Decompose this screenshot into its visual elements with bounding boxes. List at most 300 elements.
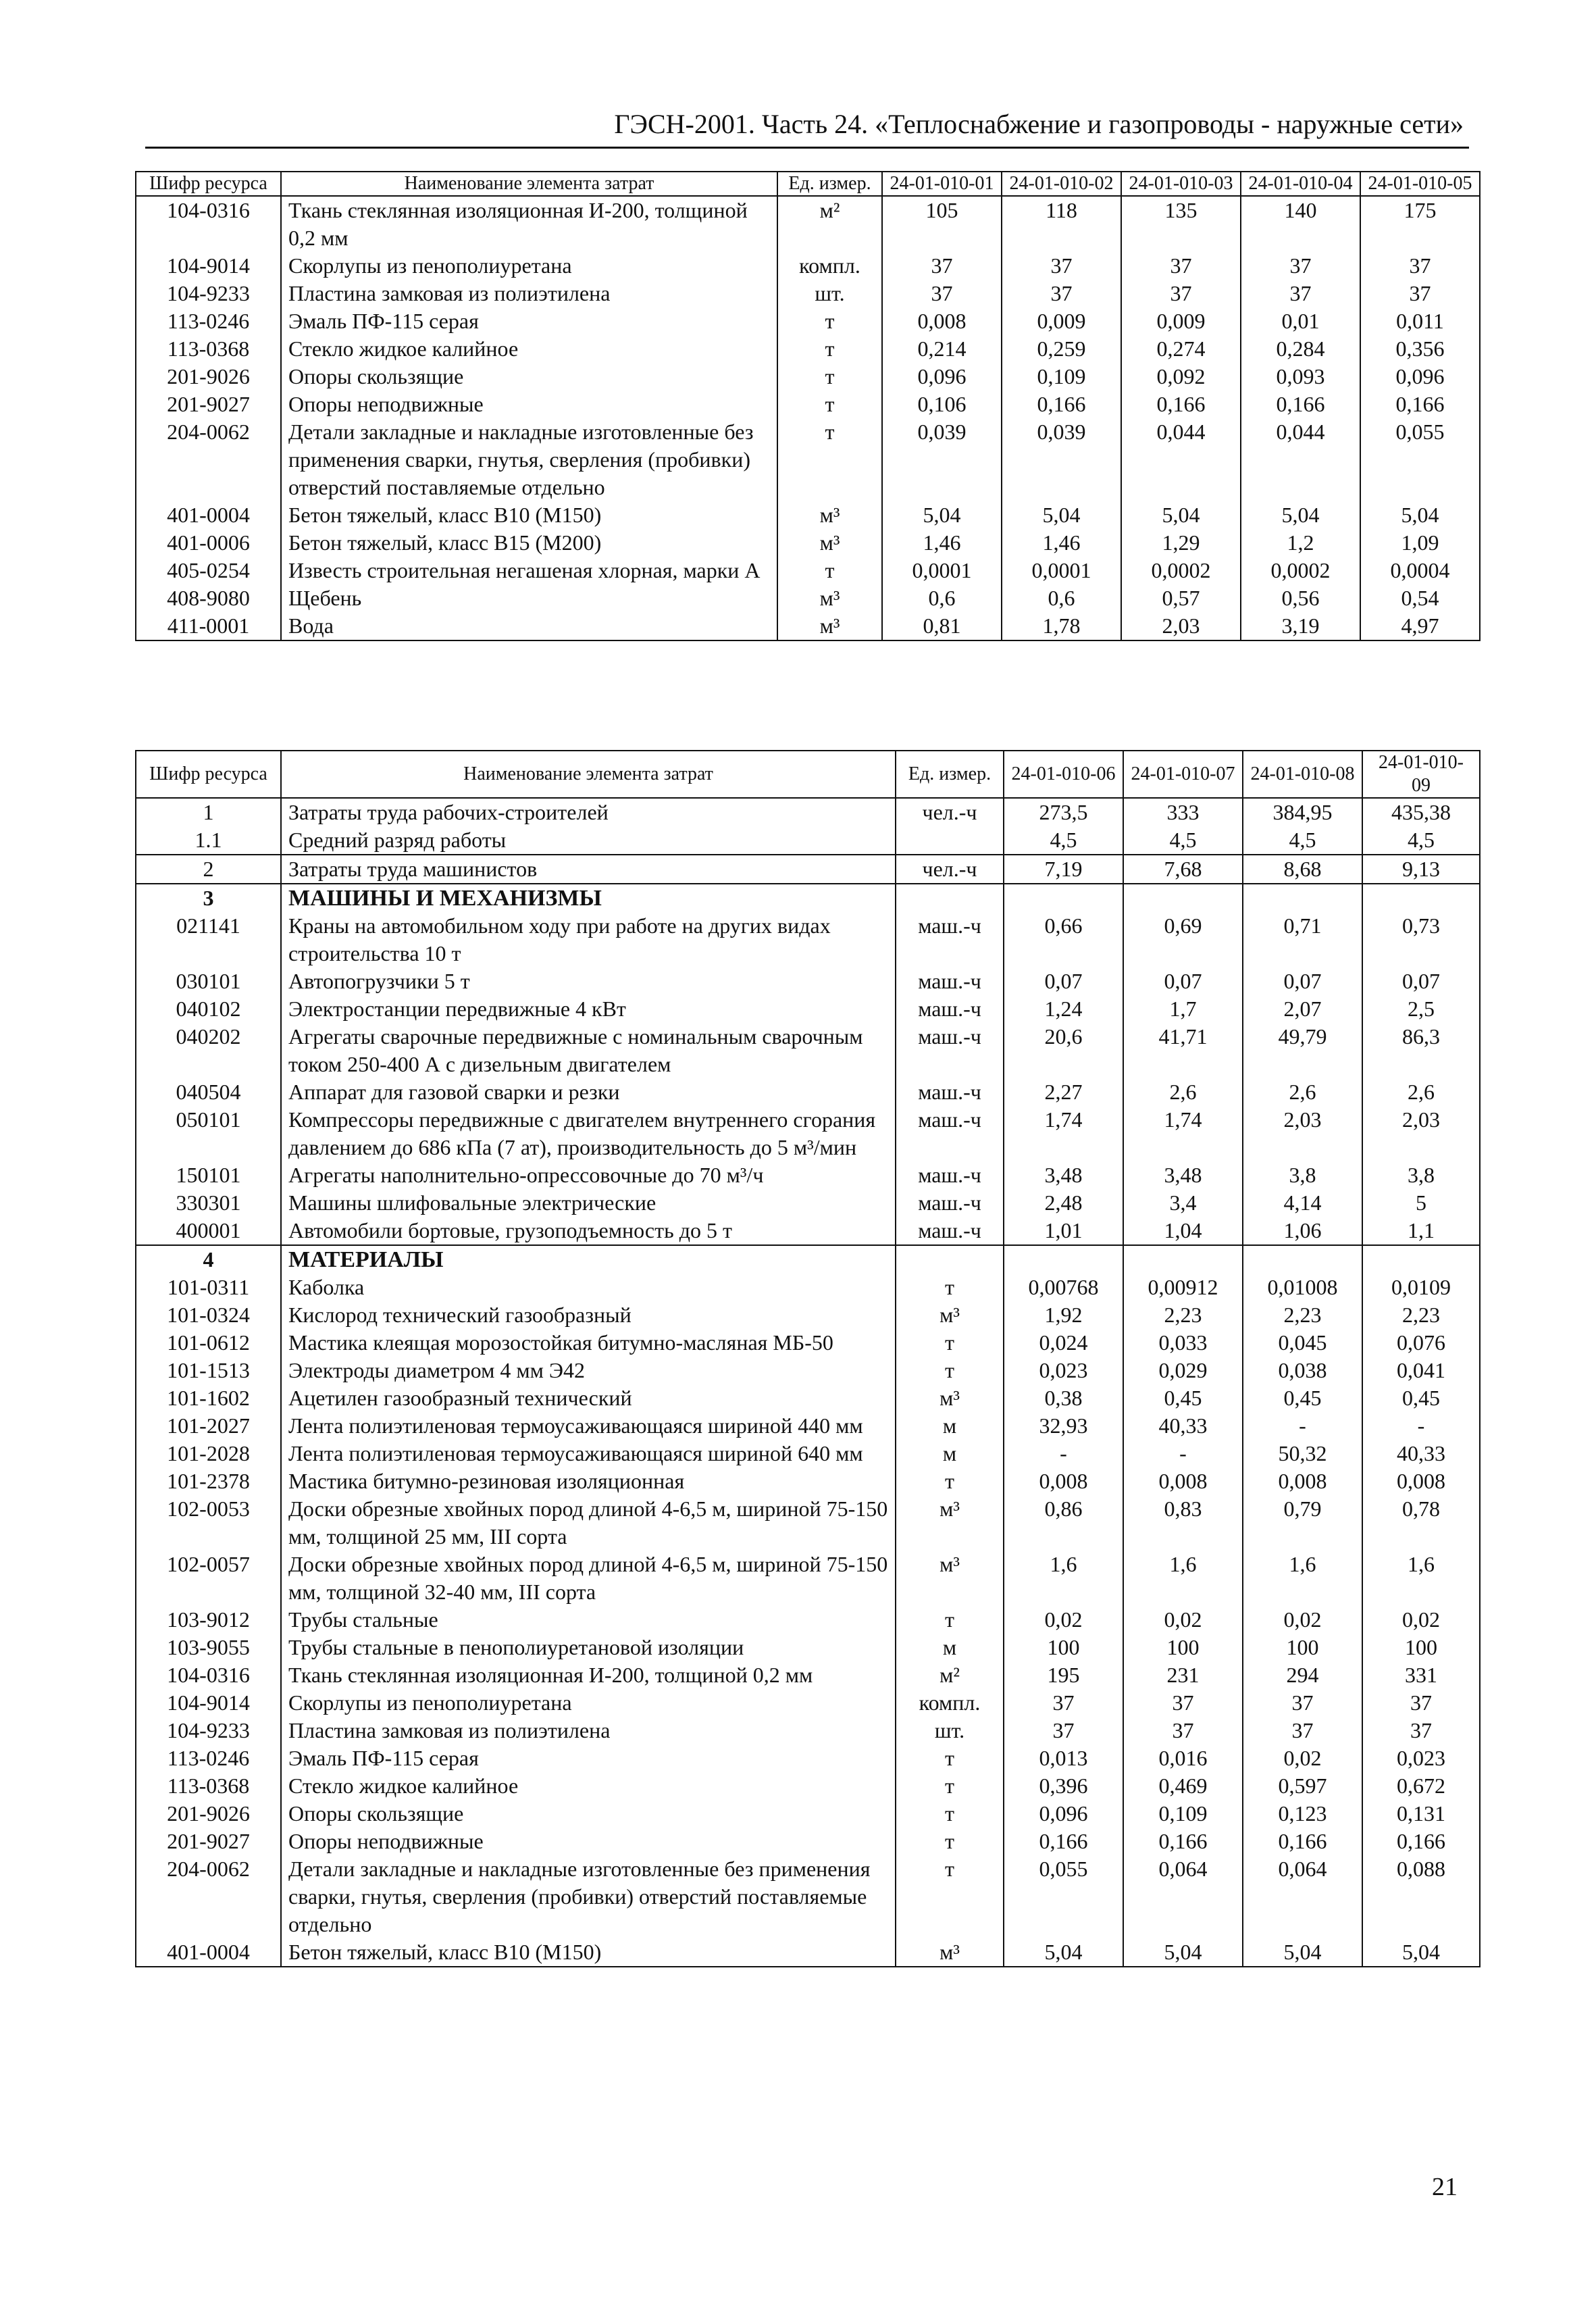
value-cell: 3,19 bbox=[1241, 612, 1360, 640]
resource-code-cell: 401-0004 bbox=[136, 501, 281, 529]
resource-name-cell: Компрессоры передвижные с двигателем внутреннего сгорания давлением до 686 кПа (7 ат), производительность до 5 м³/мин bbox=[281, 1106, 896, 1161]
resource-name-cell: Эмаль ПФ-115 серая bbox=[281, 1744, 896, 1772]
value-cell: 0,6 bbox=[882, 584, 1002, 612]
value-cell: 0,83 bbox=[1123, 1495, 1243, 1551]
value-cell: 0,166 bbox=[1360, 391, 1480, 418]
table-row bbox=[136, 798, 1480, 826]
value-cell: 37 bbox=[1243, 1717, 1362, 1744]
resource-code-cell: 204-0062 bbox=[136, 418, 281, 501]
value-cell bbox=[1123, 1245, 1243, 1274]
value-cell: 0,055 bbox=[1360, 418, 1480, 501]
value-cell: 0,597 bbox=[1243, 1772, 1362, 1800]
unit-cell: шт. bbox=[896, 1717, 1004, 1744]
value-cell: 0,38 bbox=[1004, 1384, 1123, 1412]
value-cell: 105 bbox=[882, 196, 1002, 252]
column-header-code: Шифр ресурса bbox=[136, 172, 281, 196]
value-cell: 50,32 bbox=[1243, 1440, 1362, 1467]
value-cell: 135 bbox=[1121, 196, 1241, 252]
value-cell: 0,096 bbox=[1004, 1800, 1123, 1828]
resource-name-cell: Ацетилен газообразный технический bbox=[281, 1384, 896, 1412]
resource-name-cell: Опоры скользящие bbox=[281, 363, 777, 391]
resource-code-cell: 113-0368 bbox=[136, 1772, 281, 1800]
table-row bbox=[136, 1023, 1480, 1078]
resource-code-cell: 401-0004 bbox=[136, 1938, 281, 1967]
value-cell bbox=[1004, 884, 1123, 912]
value-cell: 0,011 bbox=[1360, 307, 1480, 335]
value-cell: 0,024 bbox=[1004, 1329, 1123, 1357]
value-cell: 1,6 bbox=[1004, 1551, 1123, 1606]
value-cell: 0,106 bbox=[882, 391, 1002, 418]
value-cell: 0,0001 bbox=[1002, 557, 1121, 584]
value-cell: 0,01 bbox=[1241, 307, 1360, 335]
unit-cell: м³ bbox=[896, 1301, 1004, 1329]
table-row bbox=[136, 1357, 1480, 1384]
value-cell: 0,008 bbox=[1004, 1467, 1123, 1495]
value-cell: 37 bbox=[1004, 1717, 1123, 1744]
value-cell: 5,04 bbox=[1243, 1938, 1362, 1967]
unit-cell: компл. bbox=[777, 252, 882, 280]
value-cell: 0,009 bbox=[1002, 307, 1121, 335]
resource-code-cell: 103-9012 bbox=[136, 1606, 281, 1634]
value-cell: 0,009 bbox=[1121, 307, 1241, 335]
resource-name-cell: Агрегаты сварочные передвижные с номинальным сварочным током 250-400 А с дизельным двигателем bbox=[281, 1023, 896, 1078]
value-cell: 100 bbox=[1362, 1634, 1480, 1661]
unit-cell: м³ bbox=[777, 501, 882, 529]
resource-name-cell: Известь строительная негашеная хлорная, марки А bbox=[281, 557, 777, 584]
value-cell: 41,71 bbox=[1123, 1023, 1243, 1078]
value-cell bbox=[1243, 1245, 1362, 1274]
value-cell: 0,096 bbox=[882, 363, 1002, 391]
value-cell: 0,07 bbox=[1004, 967, 1123, 995]
value-cell: 0,096 bbox=[1360, 363, 1480, 391]
value-cell: 1,46 bbox=[882, 529, 1002, 557]
value-cell: 5,04 bbox=[1241, 501, 1360, 529]
value-cell: 37 bbox=[1243, 1689, 1362, 1717]
column-header-norm: 24-01-010-01 bbox=[882, 172, 1002, 196]
unit-cell: маш.-ч bbox=[896, 995, 1004, 1023]
resource-code-cell: 040202 bbox=[136, 1023, 281, 1078]
column-header-norm: 24-01-010-08 bbox=[1243, 751, 1362, 798]
table-body bbox=[136, 196, 1480, 640]
value-cell: 0,038 bbox=[1243, 1357, 1362, 1384]
resource-name-cell: Средний разряд работы bbox=[281, 826, 896, 855]
value-cell: 0,033 bbox=[1123, 1329, 1243, 1357]
resource-code-cell: 113-0368 bbox=[136, 335, 281, 363]
value-cell: 0,092 bbox=[1121, 363, 1241, 391]
table-row bbox=[136, 1106, 1480, 1161]
resource-code-cell: 330301 bbox=[136, 1189, 281, 1217]
resource-code-cell: 101-2028 bbox=[136, 1440, 281, 1467]
value-cell: 40,33 bbox=[1362, 1440, 1480, 1467]
table-row bbox=[136, 912, 1480, 967]
value-cell: 2,23 bbox=[1243, 1301, 1362, 1329]
table-row bbox=[136, 967, 1480, 995]
table-row bbox=[136, 1495, 1480, 1551]
unit-cell: чел.-ч bbox=[896, 855, 1004, 884]
table-row bbox=[136, 1772, 1480, 1800]
value-cell: 4,5 bbox=[1362, 826, 1480, 855]
resource-code-cell: 101-2027 bbox=[136, 1412, 281, 1440]
resource-name-cell: Лента полиэтиленовая термоусаживающаяся шириной 640 мм bbox=[281, 1440, 896, 1467]
value-cell: 0,023 bbox=[1004, 1357, 1123, 1384]
resource-code-cell: 201-9027 bbox=[136, 1828, 281, 1855]
value-cell: 0,02 bbox=[1243, 1606, 1362, 1634]
unit-cell: т bbox=[896, 1828, 1004, 1855]
resource-code-cell: 101-0324 bbox=[136, 1301, 281, 1329]
resource-code-cell: 104-9233 bbox=[136, 1717, 281, 1744]
table-row bbox=[136, 1551, 1480, 1606]
value-cell: 0,78 bbox=[1362, 1495, 1480, 1551]
value-cell: 32,93 bbox=[1004, 1412, 1123, 1440]
value-cell: 0,166 bbox=[1121, 391, 1241, 418]
value-cell: 0,109 bbox=[1123, 1800, 1243, 1828]
resource-name-cell: Аппарат для газовой сварки и резки bbox=[281, 1078, 896, 1106]
unit-cell: м² bbox=[896, 1661, 1004, 1689]
table-row bbox=[136, 1606, 1480, 1634]
value-cell: 0,008 bbox=[1362, 1467, 1480, 1495]
value-cell: 1,6 bbox=[1243, 1551, 1362, 1606]
value-cell: 2,03 bbox=[1362, 1106, 1480, 1161]
value-cell: 0,013 bbox=[1004, 1744, 1123, 1772]
table-header-row bbox=[136, 172, 1480, 196]
resource-name-cell: Детали закладные и накладные изготовленные без применения сварки, гнутья, сверления (пробивки) отверстий поставляемые отдельно bbox=[281, 1855, 896, 1938]
unit-cell: т bbox=[777, 307, 882, 335]
value-cell: 40,33 bbox=[1123, 1412, 1243, 1440]
table-row bbox=[136, 529, 1480, 557]
unit-cell: т bbox=[777, 391, 882, 418]
value-cell: 3,48 bbox=[1004, 1161, 1123, 1189]
value-cell: 1,06 bbox=[1243, 1217, 1362, 1245]
value-cell: 0,166 bbox=[1004, 1828, 1123, 1855]
unit-cell: т bbox=[777, 363, 882, 391]
value-cell: 0,672 bbox=[1362, 1772, 1480, 1800]
value-cell: 0,123 bbox=[1243, 1800, 1362, 1828]
unit-cell: маш.-ч bbox=[896, 1106, 1004, 1161]
value-cell: 3,8 bbox=[1243, 1161, 1362, 1189]
resource-name-cell: Скорлупы из пенополиуретана bbox=[281, 1689, 896, 1717]
resource-name-cell: Стекло жидкое калийное bbox=[281, 1772, 896, 1800]
table-row bbox=[136, 995, 1480, 1023]
resource-name-cell: Машины шлифовальные электрические bbox=[281, 1189, 896, 1217]
unit-cell bbox=[896, 884, 1004, 912]
value-cell: - bbox=[1123, 1440, 1243, 1467]
resource-table-1 bbox=[135, 171, 1481, 641]
value-cell: 0,166 bbox=[1123, 1828, 1243, 1855]
resource-name-cell: Доски обрезные хвойных пород длиной 4-6,5 м, шириной 75-150 мм, толщиной 25 мм, III сорта bbox=[281, 1495, 896, 1551]
value-cell bbox=[1243, 884, 1362, 912]
value-cell: 5,04 bbox=[882, 501, 1002, 529]
resource-name-cell: Стекло жидкое калийное bbox=[281, 335, 777, 363]
unit-cell: маш.-ч bbox=[896, 912, 1004, 967]
value-cell: 4,5 bbox=[1004, 826, 1123, 855]
value-cell: 0,131 bbox=[1362, 1800, 1480, 1828]
unit-cell: т bbox=[896, 1606, 1004, 1634]
value-cell: 0,02 bbox=[1004, 1606, 1123, 1634]
value-cell: 140 bbox=[1241, 196, 1360, 252]
unit-cell: м bbox=[896, 1440, 1004, 1467]
value-cell: 0,73 bbox=[1362, 912, 1480, 967]
value-cell bbox=[1004, 1245, 1123, 1274]
value-cell: 331 bbox=[1362, 1661, 1480, 1689]
value-cell: 435,38 bbox=[1362, 798, 1480, 826]
unit-cell: маш.-ч bbox=[896, 1023, 1004, 1078]
resource-name-cell: Опоры скользящие bbox=[281, 1800, 896, 1828]
resource-name-cell: Бетон тяжелый, класс В10 (М150) bbox=[281, 1938, 896, 1967]
value-cell: 0,045 bbox=[1243, 1329, 1362, 1357]
unit-cell: м³ bbox=[896, 1938, 1004, 1967]
value-cell: 0,064 bbox=[1243, 1855, 1362, 1938]
value-cell: 0,79 bbox=[1243, 1495, 1362, 1551]
column-header-norm: 24-01-010-05 bbox=[1360, 172, 1480, 196]
value-cell: 2,5 bbox=[1362, 995, 1480, 1023]
table-row bbox=[136, 1744, 1480, 1772]
value-cell: 37 bbox=[1241, 280, 1360, 307]
resource-name-cell: Бетон тяжелый, класс В10 (М150) bbox=[281, 501, 777, 529]
unit-cell: т bbox=[896, 1357, 1004, 1384]
value-cell: 0,45 bbox=[1123, 1384, 1243, 1412]
value-cell: 0,166 bbox=[1243, 1828, 1362, 1855]
value-cell: 0,259 bbox=[1002, 335, 1121, 363]
resource-code-cell: 030101 bbox=[136, 967, 281, 995]
resource-code-cell: 113-0246 bbox=[136, 307, 281, 335]
unit-cell: маш.-ч bbox=[896, 1217, 1004, 1245]
value-cell: 3,8 bbox=[1362, 1161, 1480, 1189]
resource-code-cell: 102-0057 bbox=[136, 1551, 281, 1606]
value-cell: 49,79 bbox=[1243, 1023, 1362, 1078]
table-row bbox=[136, 1329, 1480, 1357]
value-cell: 0,064 bbox=[1123, 1855, 1243, 1938]
value-cell: 4,5 bbox=[1243, 826, 1362, 855]
unit-cell: шт. bbox=[777, 280, 882, 307]
resource-code-cell: 104-0316 bbox=[136, 196, 281, 252]
value-cell: 0,008 bbox=[882, 307, 1002, 335]
value-cell: 0,86 bbox=[1004, 1495, 1123, 1551]
value-cell: 2,03 bbox=[1121, 612, 1241, 640]
resource-code-cell: 204-0062 bbox=[136, 1855, 281, 1938]
unit-cell: т bbox=[896, 1274, 1004, 1301]
resource-code-cell: 040504 bbox=[136, 1078, 281, 1106]
resource-name-cell: Щебень bbox=[281, 584, 777, 612]
value-cell: 195 bbox=[1004, 1661, 1123, 1689]
resource-name-cell: Пластина замковая из полиэтилена bbox=[281, 1717, 896, 1744]
table-row bbox=[136, 1078, 1480, 1106]
resource-code-cell: 101-1602 bbox=[136, 1384, 281, 1412]
value-cell: 0,088 bbox=[1362, 1855, 1480, 1938]
column-header-name: Наименование элемента затрат bbox=[281, 751, 896, 798]
value-cell: 37 bbox=[882, 280, 1002, 307]
resource-code-cell: 103-9055 bbox=[136, 1634, 281, 1661]
value-cell: 37 bbox=[1002, 280, 1121, 307]
value-cell: 2,23 bbox=[1362, 1301, 1480, 1329]
column-header-name: Наименование элемента затрат bbox=[281, 172, 777, 196]
value-cell: 37 bbox=[1362, 1689, 1480, 1717]
value-cell: 0,023 bbox=[1362, 1744, 1480, 1772]
value-cell: 0,214 bbox=[882, 335, 1002, 363]
value-cell: 100 bbox=[1243, 1634, 1362, 1661]
value-cell: 37 bbox=[1241, 252, 1360, 280]
value-cell: 5,04 bbox=[1002, 501, 1121, 529]
value-cell: 2,6 bbox=[1362, 1078, 1480, 1106]
value-cell: 1,6 bbox=[1123, 1551, 1243, 1606]
value-cell: 1,6 bbox=[1362, 1551, 1480, 1606]
value-cell: 1,92 bbox=[1004, 1301, 1123, 1329]
table-row bbox=[136, 1717, 1480, 1744]
value-cell: 1,01 bbox=[1004, 1217, 1123, 1245]
column-header-norm: 24-01-010-03 bbox=[1121, 172, 1241, 196]
table-row bbox=[136, 855, 1480, 884]
value-cell: 1,09 bbox=[1360, 529, 1480, 557]
value-cell: 0,029 bbox=[1123, 1357, 1243, 1384]
value-cell: 1,24 bbox=[1004, 995, 1123, 1023]
value-cell: 37 bbox=[1360, 252, 1480, 280]
resource-code-cell: 1.1 bbox=[136, 826, 281, 855]
document-title: ГЭСН-2001. Часть 24. «Теплоснабжение и газопроводы - наружные сети» bbox=[614, 109, 1464, 139]
value-cell: 0,356 bbox=[1360, 335, 1480, 363]
resource-code-cell: 150101 bbox=[136, 1161, 281, 1189]
unit-cell: т bbox=[777, 335, 882, 363]
unit-cell: маш.-ч bbox=[896, 1161, 1004, 1189]
value-cell: 2,48 bbox=[1004, 1189, 1123, 1217]
unit-cell: т bbox=[777, 557, 882, 584]
table-row bbox=[136, 1661, 1480, 1689]
resource-name-cell: Опоры неподвижные bbox=[281, 391, 777, 418]
value-cell: 0,093 bbox=[1241, 363, 1360, 391]
resource-table-2 bbox=[135, 750, 1481, 1967]
unit-cell: м² bbox=[777, 196, 882, 252]
value-cell: 0,07 bbox=[1362, 967, 1480, 995]
table-row bbox=[136, 1634, 1480, 1661]
value-cell: 0,07 bbox=[1243, 967, 1362, 995]
unit-cell: т bbox=[896, 1329, 1004, 1357]
value-cell: 0,0002 bbox=[1121, 557, 1241, 584]
table-row bbox=[136, 1384, 1480, 1412]
unit-cell: маш.-ч bbox=[896, 1078, 1004, 1106]
value-cell: 2,6 bbox=[1243, 1078, 1362, 1106]
resource-code-cell: 2 bbox=[136, 855, 281, 884]
unit-cell: м³ bbox=[896, 1551, 1004, 1606]
value-cell: 0,469 bbox=[1123, 1772, 1243, 1800]
resource-code-cell: 104-0316 bbox=[136, 1661, 281, 1689]
resource-name-cell: Агрегаты наполнительно-опрессовочные до 70 м³/ч bbox=[281, 1161, 896, 1189]
resource-code-cell: 104-9014 bbox=[136, 1689, 281, 1717]
value-cell: 4,5 bbox=[1123, 826, 1243, 855]
value-cell: 0,66 bbox=[1004, 912, 1123, 967]
value-cell: 0,56 bbox=[1241, 584, 1360, 612]
value-cell: 2,23 bbox=[1123, 1301, 1243, 1329]
column-header-norm: 24-01-010-06 bbox=[1004, 751, 1123, 798]
resource-name-cell: Лента полиэтиленовая термоусаживающаяся шириной 440 мм bbox=[281, 1412, 896, 1440]
unit-cell: м³ bbox=[777, 612, 882, 640]
table-row bbox=[136, 280, 1480, 307]
value-cell: 0,039 bbox=[882, 418, 1002, 501]
value-cell: 5,04 bbox=[1004, 1938, 1123, 1967]
value-cell: - bbox=[1004, 1440, 1123, 1467]
table-row bbox=[136, 335, 1480, 363]
resource-code-cell: 201-9026 bbox=[136, 363, 281, 391]
value-cell: 0,076 bbox=[1362, 1329, 1480, 1357]
value-cell bbox=[1362, 1245, 1480, 1274]
unit-cell: т bbox=[777, 418, 882, 501]
value-cell: 4,97 bbox=[1360, 612, 1480, 640]
resource-code-cell: 040102 bbox=[136, 995, 281, 1023]
value-cell: 37 bbox=[1004, 1689, 1123, 1717]
value-cell: 37 bbox=[1121, 280, 1241, 307]
value-cell: 37 bbox=[1121, 252, 1241, 280]
value-cell: 1,74 bbox=[1123, 1106, 1243, 1161]
value-cell: 0,81 bbox=[882, 612, 1002, 640]
table-row bbox=[136, 1467, 1480, 1495]
table-row bbox=[136, 196, 1480, 252]
value-cell: 175 bbox=[1360, 196, 1480, 252]
value-cell: 0,396 bbox=[1004, 1772, 1123, 1800]
resource-name-cell: Мастика клеящая морозостойкая битумно-масляная МБ-50 bbox=[281, 1329, 896, 1357]
resource-code-cell: 104-9014 bbox=[136, 252, 281, 280]
column-header-unit: Ед. измер. bbox=[896, 751, 1004, 798]
value-cell: 8,68 bbox=[1243, 855, 1362, 884]
resource-name-cell: МАТЕРИАЛЫ bbox=[281, 1245, 896, 1274]
column-header-norm: 24-01-010-09 bbox=[1362, 751, 1480, 798]
value-cell: 0,166 bbox=[1241, 391, 1360, 418]
resource-code-cell: 104-9233 bbox=[136, 280, 281, 307]
value-cell: 2,27 bbox=[1004, 1078, 1123, 1106]
value-cell: 0,008 bbox=[1243, 1467, 1362, 1495]
value-cell: 7,68 bbox=[1123, 855, 1243, 884]
value-cell: 9,13 bbox=[1362, 855, 1480, 884]
resource-code-cell: 1 bbox=[136, 798, 281, 826]
value-cell: 1,78 bbox=[1002, 612, 1121, 640]
table-row bbox=[136, 884, 1480, 912]
table-row bbox=[136, 612, 1480, 640]
value-cell: 0,00768 bbox=[1004, 1274, 1123, 1301]
table-row bbox=[136, 826, 1480, 855]
value-cell: 0,54 bbox=[1360, 584, 1480, 612]
table-row bbox=[136, 1245, 1480, 1274]
value-cell: 0,109 bbox=[1002, 363, 1121, 391]
value-cell: 0,0109 bbox=[1362, 1274, 1480, 1301]
resource-code-cell: 101-0612 bbox=[136, 1329, 281, 1357]
value-cell: 1,7 bbox=[1123, 995, 1243, 1023]
resource-code-cell: 113-0246 bbox=[136, 1744, 281, 1772]
value-cell: 3,48 bbox=[1123, 1161, 1243, 1189]
value-cell: 0,00912 bbox=[1123, 1274, 1243, 1301]
value-cell: 0,0001 bbox=[882, 557, 1002, 584]
resource-name-cell: Пластина замковая из полиэтилена bbox=[281, 280, 777, 307]
value-cell: 118 bbox=[1002, 196, 1121, 252]
table-row bbox=[136, 1440, 1480, 1467]
value-cell: 5,04 bbox=[1121, 501, 1241, 529]
unit-cell: компл. bbox=[896, 1689, 1004, 1717]
value-cell: 273,5 bbox=[1004, 798, 1123, 826]
resource-code-cell: 400001 bbox=[136, 1217, 281, 1245]
table-row bbox=[136, 1828, 1480, 1855]
table-row bbox=[136, 1689, 1480, 1717]
column-header-unit: Ед. измер. bbox=[777, 172, 882, 196]
value-cell: 0,016 bbox=[1123, 1744, 1243, 1772]
value-cell: 100 bbox=[1004, 1634, 1123, 1661]
table-row bbox=[136, 1938, 1480, 1967]
resource-name-cell: Электроды диаметром 4 мм Э42 bbox=[281, 1357, 896, 1384]
table-row bbox=[136, 363, 1480, 391]
table-header-row bbox=[136, 751, 1480, 798]
value-cell: 0,02 bbox=[1243, 1744, 1362, 1772]
value-cell: 0,45 bbox=[1243, 1384, 1362, 1412]
unit-cell bbox=[896, 1245, 1004, 1274]
value-cell: 231 bbox=[1123, 1661, 1243, 1689]
value-cell: 0,69 bbox=[1123, 912, 1243, 967]
value-cell: 5,04 bbox=[1360, 501, 1480, 529]
value-cell: 384,95 bbox=[1243, 798, 1362, 826]
table-row bbox=[136, 1800, 1480, 1828]
